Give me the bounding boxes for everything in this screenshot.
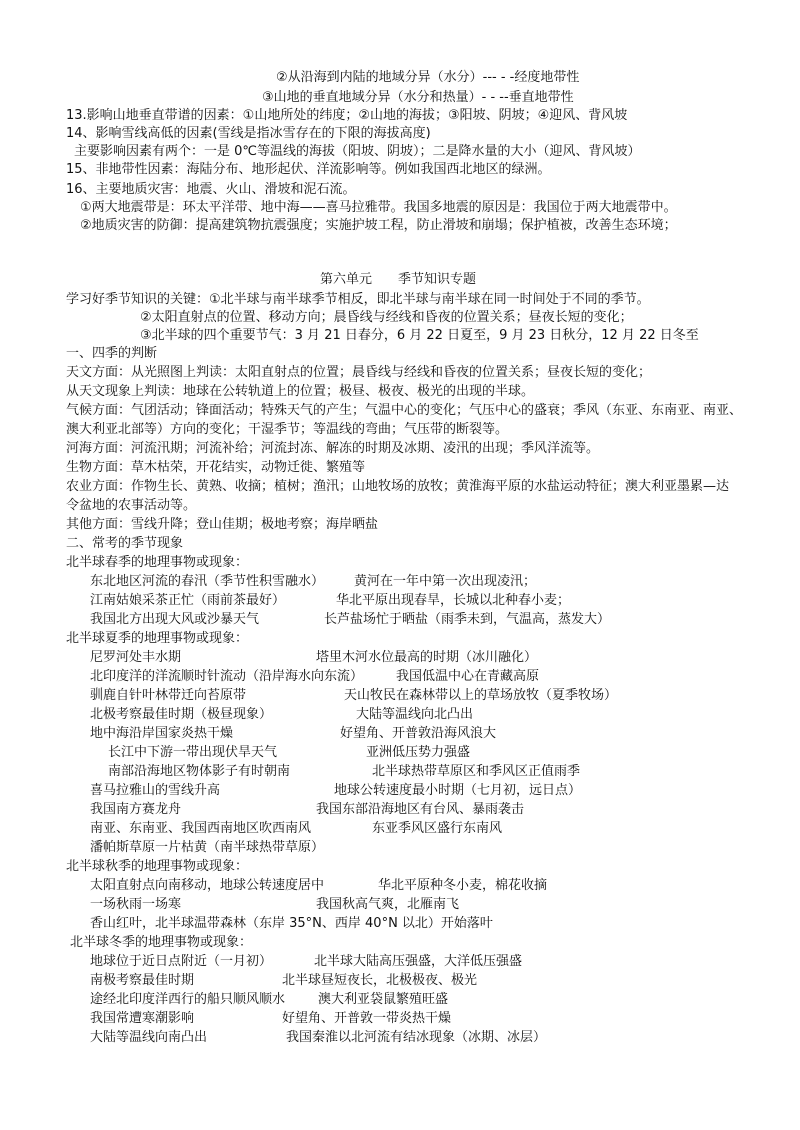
list-item: 天山牧民在森林带以上的草场放牧（夏季牧场） (344, 688, 618, 703)
list-item: 黄河在一年中第一次出现凌汛； (354, 574, 537, 589)
list-item: 华北平原出现春旱，长城以北种春小麦； (336, 593, 571, 608)
zonal-line-vertical: ③山地的垂直地域分异（水分和热量）- - --垂直地带性 (262, 90, 574, 105)
section-heading-1: 一、四季的判断 (66, 346, 158, 361)
list-item: 我国低温中心在青藏高原 (396, 669, 540, 684)
unit-title: 第六单元 季节知识专题 (320, 272, 477, 287)
list-item: 长江中下游一带出现伏旱天气 (108, 745, 278, 760)
item-15: 15、非地带性因素：海陆分布、地形起伏、洋流影响等。例如我国西北地区的绿洲。 (66, 162, 551, 177)
list-item: 喜马拉雅山的雪线升高 (90, 783, 221, 798)
list-item: 江南姑娘采茶正忙（雨前茶最好） (90, 593, 286, 608)
list-item: 东北地区河流的春汛（季节性积雪融水） (90, 574, 325, 589)
list-item: 北半球热带草原区和季风区正值雨季 (372, 764, 581, 779)
list-item: 香山红叶，北半球温带森林（东岸 35°N、西岸 40°N 以北）开始落叶 (90, 916, 493, 931)
judge-astro-phenomena: 从天文现象上判读：地球在公转轨道上的位置；极昼、极夜、极光的出现的半球。 (66, 384, 535, 399)
list-item: 好望角、开普敦沿海风浪大 (340, 726, 497, 741)
key-point-3: ③北半球的四个重要节气：3 月 21 日春分，6 月 22 日夏至，9 月 23 日秋分，12 月 22 日冬至 (140, 328, 699, 343)
item-16: 16、主要地质灾害：地震、火山、滑坡和泥石流。 (66, 182, 356, 197)
list-item: 我国秦淮以北河流有结冰现象（冰期、冰层） (286, 1030, 547, 1045)
item-13: 13.影响山地垂直带谱的因素：①山地所处的纬度；②山地的海拔；③阳坡、阴坡；④迎风、背风坡 (66, 108, 628, 123)
judge-astronomy: 天文方面：从光照图上判读：太阳直射点的位置；晨昏线与经线和昏夜的位置关系；昼夜长短的变化； (66, 365, 652, 380)
autumn-title: 北半球秋季的地理事物或现象： (66, 859, 249, 874)
list-item: 潘帕斯草原一片枯黄（南半球热带草原） (90, 840, 325, 855)
zonal-line-longitude: ②从沿海到内陆的地域分异（水分）--- - -经度地带性 (276, 70, 580, 85)
list-item: 东亚季风区盛行东南风 (372, 821, 503, 836)
list-item: 地球公转速度最小时期（七月初，远日点） (334, 783, 582, 798)
list-item: 南部沿海地区物体影子有时朝南 (108, 764, 291, 779)
key-point-2: ②太阳直射点的位置、移动方向；晨昏线与经线和昏夜的位置关系；昼夜长短的变化； (140, 310, 633, 325)
list-item: 澳大利亚袋鼠繁殖旺盛 (318, 992, 449, 1007)
list-item: 南亚、东南亚、我国西南地区吹西南风 (90, 821, 312, 836)
list-item: 途经北印度洋西行的船只顺风顺水 (90, 992, 286, 1007)
judge-agriculture-cont: 令盆地的农事活动等。 (66, 498, 197, 513)
judge-other: 其他方面：雪线升降；登山佳期；极地考察；海岸晒盐 (66, 517, 379, 532)
list-item: 华北平原种冬小麦，棉花收摘 (378, 878, 548, 893)
list-item: 太阳直射点向南移动，地球公转速度居中 (90, 878, 325, 893)
list-item: 我国秋高气爽，北雁南飞 (316, 897, 460, 912)
list-item: 亚洲低压势力强盛 (366, 745, 471, 760)
list-item: 塔里木河水位最高的时期（冰川融化） (316, 650, 538, 665)
item-16-defense: ②地质灾害的防御：提高建筑物抗震强度；实施护坡工程，防止滑坡和崩塌；保护植被，改善生态环境； (80, 218, 677, 233)
spring-title: 北半球春季的地理事物或现象： (66, 555, 249, 570)
judge-agriculture: 农业方面：作物生长、黄熟、收摘；植树；渔汛；山地牧场的放牧；黄淮海平原的水盐运动特征；澳大利亚墨累—达 (66, 479, 730, 494)
list-item: 尼罗河处丰水期 (90, 650, 182, 665)
item-16-earthquake: ①两大地震带是：环太平洋带、地中海——喜马拉雅带。我国多地震的原因是：我国位于两大地震带中。 (80, 200, 677, 215)
key-point-1: 学习好季节知识的关键：①北半球与南半球季节相反，即北半球与南半球在同一时间处于不同的季节。 (66, 292, 650, 307)
list-item: 北极考察最佳时期（极昼现象） (90, 707, 273, 722)
judge-climate: 气候方面：气团活动；锋面活动；特殊天气的产生；气温中心的变化；气压中心的盛衰；季风（东亚、东南亚、南亚、 (66, 403, 743, 418)
list-item: 好望角、开普敦一带炎热干燥 (282, 1011, 452, 1026)
item-14: 14、影响雪线高低的因素(雪线是指冰雪存在的下限的海拔高度) (66, 126, 431, 141)
list-item: 北半球昼短夜长，北极极夜、极光 (282, 973, 478, 988)
list-item: 北印度洋的洋流顺时针流动（沿岸海水向东流） (90, 669, 364, 684)
winter-title: 北半球冬季的地理事物或现象： (70, 935, 253, 950)
list-item: 我国常遭寒潮影响 (90, 1011, 195, 1026)
list-item: 大陆等温线向南凸出 (90, 1030, 208, 1045)
list-item: 我国北方出现大风或沙暴天气 (90, 612, 260, 627)
list-item: 地中海沿岸国家炎热干燥 (90, 726, 234, 741)
list-item: 地球位于近日点附近（一月初） (90, 954, 273, 969)
list-item: 一场秋雨一场寒 (90, 897, 182, 912)
judge-climate-cont: 澳大利亚北部等）方向的变化；干湿季节；等温线的弯曲；气压带的断裂等。 (66, 422, 509, 437)
summer-title: 北半球夏季的地理事物或现象： (66, 631, 249, 646)
list-item: 南极考察最佳时期 (90, 973, 195, 988)
list-item: 大陆等温线向北凸出 (356, 707, 474, 722)
list-item: 长芦盐场忙于晒盐（雨季未到，气温高，蒸发大） (324, 612, 611, 627)
judge-rivers: 河海方面：河流汛期；河流补给；河流封冻、解冻的时期及冰期、凌汛的出现；季风洋流等。 (66, 441, 600, 456)
section-heading-2: 二、常考的季节现象 (66, 536, 184, 551)
list-item: 我国东部沿海地区有台风、暴雨袭击 (316, 802, 525, 817)
list-item: 我国南方赛龙舟 (90, 802, 182, 817)
item-14-detail: 主要影响因素有两个：一是 0℃等温线的海拔（阳坡、阴坡）；二是降水量的大小（迎风、背风坡） (74, 144, 641, 159)
judge-biology: 生物方面：草木枯荣，开花结实，动物迁徙、繁殖等 (66, 460, 366, 475)
list-item: 北半球大陆高压强盛，大洋低压强盛 (314, 954, 523, 969)
list-item: 驯鹿自针叶林带迁向苔原带 (90, 688, 247, 703)
